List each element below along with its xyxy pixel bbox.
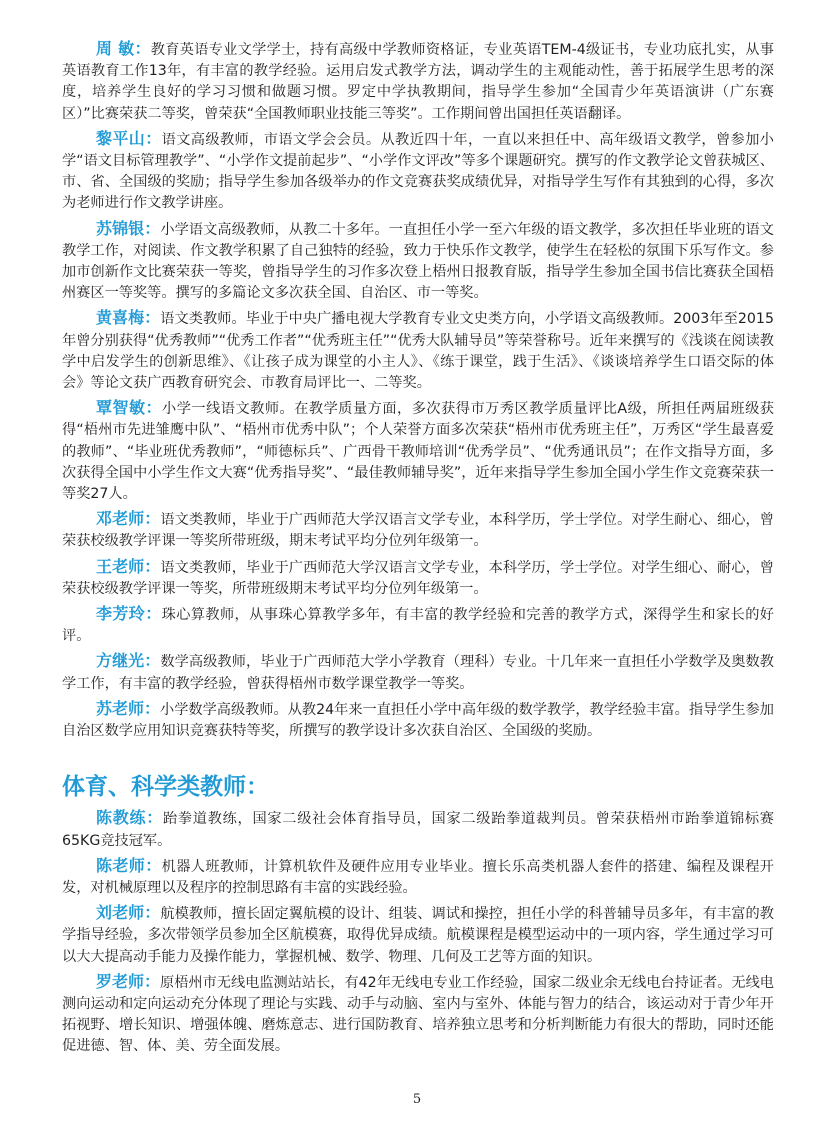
teacher-entry xyxy=(62,902,774,968)
teacher-name: 苏老师： xyxy=(96,698,161,718)
teacher-bio: 小学数学高级教师。从教24年来一直担任小学中高年级的数学教学，教学经验丰富。指导学生参加自治区数学应用知识竞赛获特等奖，所撰写的教学设计多次获自治区、全国级的奖励。 xyxy=(62,701,774,740)
teacher-name: 刘老师： xyxy=(96,903,161,923)
teacher-entry xyxy=(62,397,774,505)
teacher-name: 李芳玲： xyxy=(96,604,162,624)
teacher-name: 黄喜梅： xyxy=(96,308,161,328)
teacher-entry xyxy=(62,556,774,600)
page-content xyxy=(62,38,774,1061)
teacher-bio: 教育英语专业文学学士，持有高级中学教师资格证，专业英语TEM-4级证书，专业功底扎实，从事英语教育工作13年，有丰富的教学经验。运用启发式教学方法，调动学生的主观能动性，善于拓展学生思考的深度，培养学生良好的学习习惯和做题习惯。罗定中学执教期间，指导学生参加“全国青少年英语演讲（广东赛区）”比赛荣获二等奖，曾荣获“全国教师职业技能三等奖”。工作期间曾出国担任英语翻译。 xyxy=(62,42,774,122)
teacher-name: 罗老师： xyxy=(96,971,161,991)
teacher-entry xyxy=(62,650,774,694)
teacher-entry xyxy=(62,698,774,742)
teacher-entry xyxy=(62,128,774,215)
teacher-bio: 语文高级教师，市语文学会会员。从教近四十年，一直以来担任中、高年级语文教学，曾参加小学“语文目标管理教学”、“小学作文提前起步”、“小学作文评改”等多个课题研究。撰写的作文教学论文曾获城区、市、省、全国级的奖励；指导学生参加各级举办的作文竞赛获奖成绩优异，对指导学生写作有其独到的心得，多次为老师进行作文教学讲座。 xyxy=(62,131,774,212)
teacher-entry xyxy=(62,508,774,552)
teacher-name: 苏锦银： xyxy=(96,218,161,238)
teacher-entry xyxy=(62,971,774,1058)
teacher-entry xyxy=(62,218,774,305)
teacher-bio: 小学一线语文教师。在教学质量方面，多次获得市万秀区教学质量评比A级，所担任两届班级获得“梧州市先进雏鹰中队”、“梧州市优秀中队”；个人荣誉方面多次荣获“梧州市优秀班主任”，万秀区“学生最喜爱的教师”、“毕业班优秀教师”，“师德标兵”、广西骨干教师培训“优秀学员”、“优秀通讯员”；在作文指导方面，多次获得全国中小学生作文大赛“优秀指导奖”、“最佳教师辅导奖”，近年来指导学生参加全国小学生作文竞赛荣获一等奖27人。 xyxy=(62,401,774,503)
teacher-name: 覃智敏： xyxy=(96,398,163,418)
teacher-bio: 原梧州市无线电监测站站长，有42年无线电专业工作经验，国家二级业余无线电台持证者。无线电测向运动和定向运动充分体现了理论与实践、动手与动脑、室内与室外、体能与智力的结合，该运动对于青少年开拓视野、增长知识、增强体魄、磨炼意志、进行国防教育、培养独立思考和分析判断能力有很大的帮助，同时还能促进德、智、体、美、劳全面发展。 xyxy=(62,974,774,1055)
teacher-name: 方继光： xyxy=(96,651,161,671)
teacher-bio: 跆拳道教练，国家二级社会体育指导员，国家二级跆拳道裁判员。曾荣获梧州市跆拳道锦标赛65KG竞技冠军。 xyxy=(62,811,774,849)
teacher-bio: 语文类教师，毕业于广西师范大学汉语言文学专业，本科学历，学士学位。对学生耐心、细心，曾荣获校级教学评课一等奖所带班级，期末考试平均分位列年级第一。 xyxy=(62,512,774,550)
teacher-bio: 语文类教师，毕业于广西师范大学汉语言文学专业，本科学历，学士学位。对学生细心、耐心，曾荣获校级教学评课一等奖，所带班级期末考试平均分位列年级第一。 xyxy=(62,559,774,597)
teacher-entry xyxy=(62,807,774,851)
teacher-bio: 航模教师，擅长固定翼航模的设计、组装、调试和操控，担任小学的科普辅导员多年，有丰富的教学指导经验，多次带领学员参加全区航模赛，取得优异成绩。航模课程是模型运动中的一项内容，学生通过学习可以大大提高动手能力及操作能力，掌握机械、数学、物理、几何及工艺等方面的知识。 xyxy=(62,906,774,965)
teacher-name: 王老师： xyxy=(96,556,161,576)
teacher-name: 黎平山： xyxy=(96,128,162,148)
page-number: 5 xyxy=(412,1092,422,1107)
teacher-bio: 珠心算教师，从事珠心算教学多年，有丰富的教学经验和完善的教学方式，深得学生和家长的好评。 xyxy=(62,607,774,645)
teacher-bio: 小学语文高级教师，从教二十多年。一直担任小学一至六年级的语文教学，多次担任毕业班的语文教学工作，对阅读、作文教学积累了自己独特的经验，致力于快乐作文教学，使学生在轻松的氛围下乐写作文。参加市创新作文比赛荣获一等奖，曾指导学生的习作多次登上梧州日报教育版，指导学生参加全国书信比赛获全国梧州赛区一等奖等。撰写的多篇论文多次获全国、自治区、市一等奖。 xyxy=(62,221,774,302)
teacher-entry xyxy=(62,603,774,647)
section-heading: 体育、科学类教师： xyxy=(62,774,269,801)
teacher-entry xyxy=(62,855,774,899)
teacher-list-section-2 xyxy=(62,807,774,1057)
teacher-bio: 数学高级教师，毕业于广西师范大学小学教育（理科）专业。十几年来一直担任小学数学及奥数教学工作，有丰富的教学经验，曾获得梧州市数学课堂教学一等奖。 xyxy=(62,654,774,692)
teacher-name: 陈教练： xyxy=(96,808,163,828)
teacher-bio: 语文类教师。毕业于中央广播电视大学教育专业文史类方向，小学语文高级教师。2003年至2015年曾分别获得“优秀教师”“优秀工作者”“优秀班主任”“优秀大队辅导员”等荣誉称号。近年来撰写的《浅谈在阅读教学中启发学生的创新思维》、《让孩子成为课堂的小主人》、《练于课堂，践于生活》、《谈谈培养学生口语交际的体会》等论文获广西教育研究会、市教育局评比一、二等奖。 xyxy=(62,311,774,392)
teacher-name: 陈老师： xyxy=(96,855,162,875)
teacher-list-section-1 xyxy=(62,38,774,742)
teacher-name: 邓老师： xyxy=(96,509,161,529)
teacher-bio: 机器人班教师，计算机软件及硬件应用专业毕业。擅长乐高类机器人套件的搭建、编程及课程开发，对机械原理以及程序的控制思路有丰富的实践经验。 xyxy=(62,858,774,896)
teacher-name: 周 敏： xyxy=(96,39,151,58)
teacher-entry xyxy=(62,307,774,394)
teacher-entry xyxy=(62,38,774,125)
